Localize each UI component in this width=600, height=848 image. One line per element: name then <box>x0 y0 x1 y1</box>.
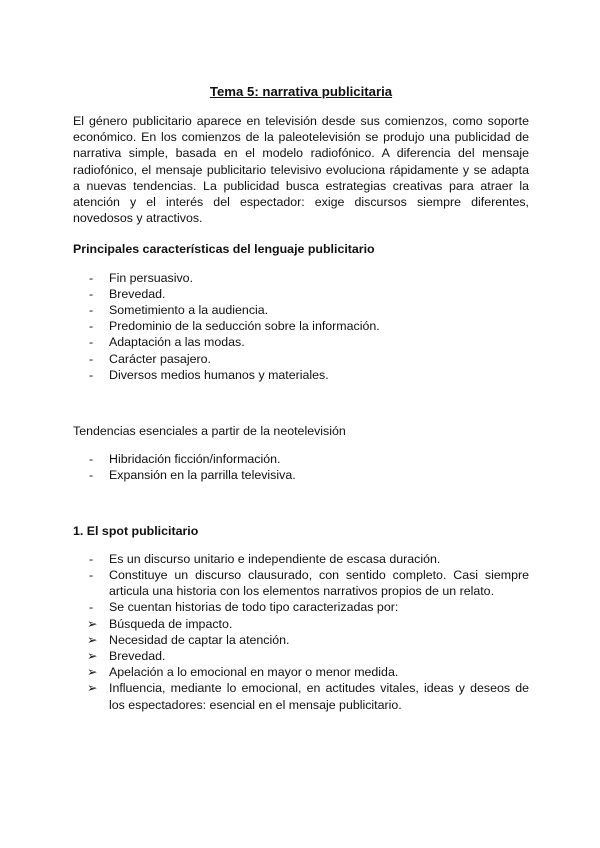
list-item <box>73 567 529 599</box>
arrow-bullet-icon: ➢ <box>87 681 98 696</box>
list-item <box>73 302 529 318</box>
tendencias-list <box>73 451 529 483</box>
list-item <box>73 334 529 350</box>
list-item <box>73 270 529 286</box>
dash-marker: - <box>89 286 94 301</box>
spot-arrow-list <box>73 616 529 713</box>
list-item <box>73 451 529 467</box>
list-item <box>73 318 529 334</box>
list-item-text: Expansión en la parrilla televisiva. <box>109 468 296 483</box>
list-item-text: Necesidad de captar la atención. <box>109 632 290 647</box>
list-item-text: Influencia, mediante lo emocional, en actitudes vitales, ideas y deseos de los espectadores: esencial en el mensaje publicitario. <box>109 681 529 712</box>
list-item <box>73 551 529 567</box>
dash-marker: - <box>89 319 94 334</box>
list-item <box>73 286 529 302</box>
list-item-text: Fin persuasivo. <box>109 270 194 285</box>
dash-marker: - <box>89 452 94 467</box>
dash-marker: - <box>89 270 94 285</box>
list-item-text: Adaptación a las modas. <box>109 335 245 350</box>
list-item <box>73 664 529 680</box>
section-heading-caracteristicas: Principales características del lenguaje publicitario <box>73 242 375 257</box>
dash-marker: - <box>89 468 94 483</box>
dash-marker: - <box>89 335 94 350</box>
list-item-text: Hibridación ficción/información. <box>109 452 281 467</box>
document-title: Tema 5: narrativa publicitaria <box>209 84 393 99</box>
arrow-bullet-icon: ➢ <box>87 616 98 631</box>
list-item-text: Carácter pasajero. <box>109 351 211 366</box>
list-item <box>73 616 529 632</box>
list-item-text: Es un discurso unitario e independiente de escasa duración. <box>109 551 441 566</box>
list-item-text: Búsqueda de impacto. <box>109 616 233 631</box>
list-item <box>73 680 529 712</box>
arrow-bullet-icon: ➢ <box>87 649 98 664</box>
list-item <box>73 632 529 648</box>
dash-marker: - <box>89 600 94 615</box>
list-item <box>73 351 529 367</box>
intro-paragraph: El género publicitario aparece en televisión desde sus comienzos, como soporte económico. En los comienzos de la paleotelevisión se produjo una publicidad de narrativa simple, basada en el modelo radiofónico. A diferencia del mensaje radiofónico, el mensaje publicitario televisivo evoluciona rápidamente y se adapta a nuevas tendencias. La publicidad busca estrategias creativas para atraer la atención y el interés del espectador: exige discursos siempre diferentes, novedosos y atractivos. <box>73 114 529 226</box>
caracteristicas-list <box>73 270 529 383</box>
document-page <box>73 83 529 713</box>
dash-marker: - <box>89 568 94 583</box>
list-item-text: Brevedad. <box>109 649 166 664</box>
list-item-text: Brevedad. <box>109 286 166 301</box>
list-item-text: Diversos medios humanos y materiales. <box>109 367 329 382</box>
list-item <box>73 599 529 615</box>
dash-marker: - <box>89 551 94 566</box>
list-item-text: Constituye un discurso clausurado, con sentido completo. Casi siempre articula una historia con los elementos narrativos propios de un relato. <box>109 568 529 599</box>
list-item-text: Sometimiento a la audiencia. <box>109 303 269 318</box>
dash-marker: - <box>89 367 94 382</box>
list-item <box>73 467 529 483</box>
dash-marker: - <box>89 303 94 318</box>
list-item-text: Se cuentan historias de todo tipo caracterizadas por: <box>109 600 399 615</box>
list-item-text: Apelación a lo emocional en mayor o menor medida. <box>109 665 399 680</box>
arrow-bullet-icon: ➢ <box>87 665 98 680</box>
arrow-bullet-icon: ➢ <box>87 632 98 647</box>
section-heading-tendencias: Tendencias esenciales a partir de la neotelevisión <box>73 424 346 439</box>
list-item <box>73 648 529 664</box>
dash-marker: - <box>89 351 94 366</box>
list-item <box>73 367 529 383</box>
list-item-text: Predominio de la seducción sobre la información. <box>109 319 380 334</box>
spot-dash-list <box>73 551 529 616</box>
section-heading-spot: 1. El spot publicitario <box>73 523 199 538</box>
